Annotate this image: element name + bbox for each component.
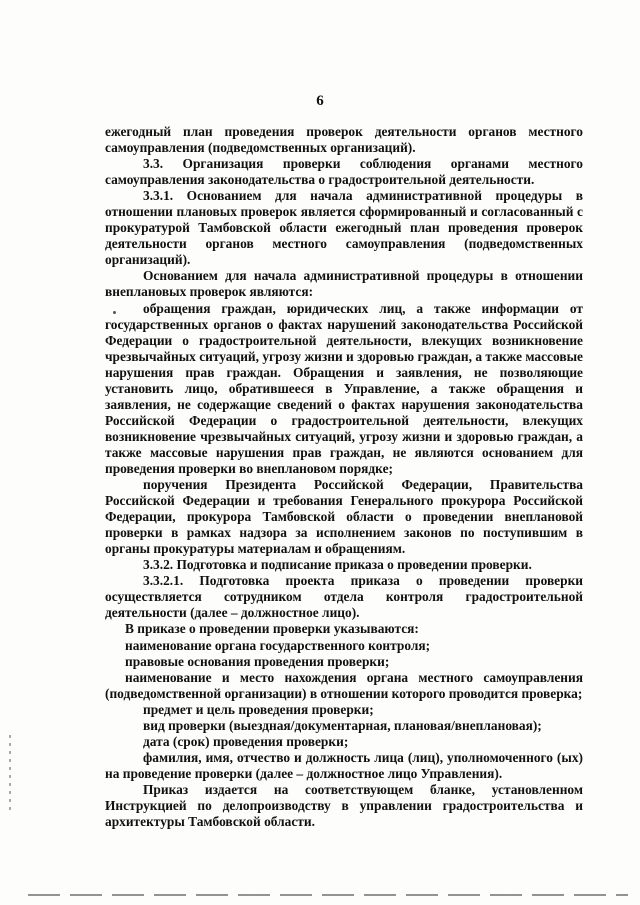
section-heading-3-3-2: 3.3.2. Подготовка и подписание приказа о проведении проверки. bbox=[143, 557, 532, 573]
list-item: предмет и цель проведения проверки; bbox=[143, 701, 374, 717]
list-item: дата (срок) проведения проверки; bbox=[143, 733, 349, 749]
paragraph: Приказ издается на соответствующем бланке, установленном Инструкцией по делопроизводству в управлении градостроительства и архитектуры Тамбовской области. bbox=[105, 781, 583, 830]
section-heading-3-3: 3.3. Организация проверки соблюдения органами местного самоуправления законодательства о градостроительной деятельности. bbox=[105, 156, 583, 188]
list-item: поручения Президента Российской Федерации, Правительства Российской Федерации и требования Генерального прокурора Российской Федерации, прокурора Тамбовской области о проведении внеплановой проверки в рамках надзора за исполнением законов по поступившим в органы прокуратуры материалам и обращениям. bbox=[105, 477, 583, 557]
list-item: вид проверки (выездная/документарная, плановая/внеплановая); bbox=[143, 717, 542, 733]
paragraph: 3.3.2.1. Подготовка проекта приказа о проведении проверки осуществляется сотрудником отдела контроля градостроительной деятельности (далее – должностное лицо). bbox=[105, 573, 583, 621]
margin-scan-marks bbox=[9, 735, 11, 815]
scan-speck bbox=[113, 311, 116, 314]
paragraph: В приказе о проведении проверки указываются: bbox=[125, 621, 419, 637]
paragraph: 3.3.1. Основанием для начала административной процедуры в отношении плановых проверок является сформированный и согласованный с прокуратурой Тамбовской области ежегодный план проведения проверок деятельности органов местного самоуправления (подведомственных организаций). bbox=[105, 188, 583, 268]
list-item: фамилия, имя, отчество и должность лица (лиц), уполномоченного (ых) на проведение проверки (далее – должностное лицо Управления). bbox=[105, 749, 583, 781]
footer-scan-line bbox=[28, 894, 628, 896]
page-number: 6 bbox=[316, 93, 324, 109]
paragraph: ежегодный план проведения проверок деятельности органов местного самоуправления (подведомственных организаций). bbox=[105, 124, 583, 156]
list-item: правовые основания проведения проверки; bbox=[125, 653, 390, 669]
list-item: обращения граждан, юридических лиц, а также информации от государственных органов о фактах нарушений законодательства Российской Федерации о градостроительной деятельности, влекущих возникновение чрезвычайных ситуаций, угрозу жизни и здоровью граждан, а также массовые нарушения прав граждан. Обращения и заявления, не позволяющие установить лицо, обратившееся в Управление, а также обращения и заявления, не содержащие сведений о фактах нарушения законодательства Российской Федерации о градостроительной деятельности, влекущих возникновение чрезвычайных ситуаций, угрозу жизни и здоровью граждан, а также массовые нарушения прав граждан, не являются основанием для проведения проверки во внеплановом порядке; bbox=[105, 300, 583, 476]
document-body bbox=[105, 124, 583, 830]
list-item: наименование и место нахождения органа местного самоуправления (подведомственной организации) в отношении которого проводится проверка; bbox=[105, 669, 583, 701]
paragraph: Основанием для начала административной процедуры в отношении внеплановых проверок являются: bbox=[105, 268, 583, 300]
list-item: наименование органа государственного контроля; bbox=[125, 637, 431, 653]
